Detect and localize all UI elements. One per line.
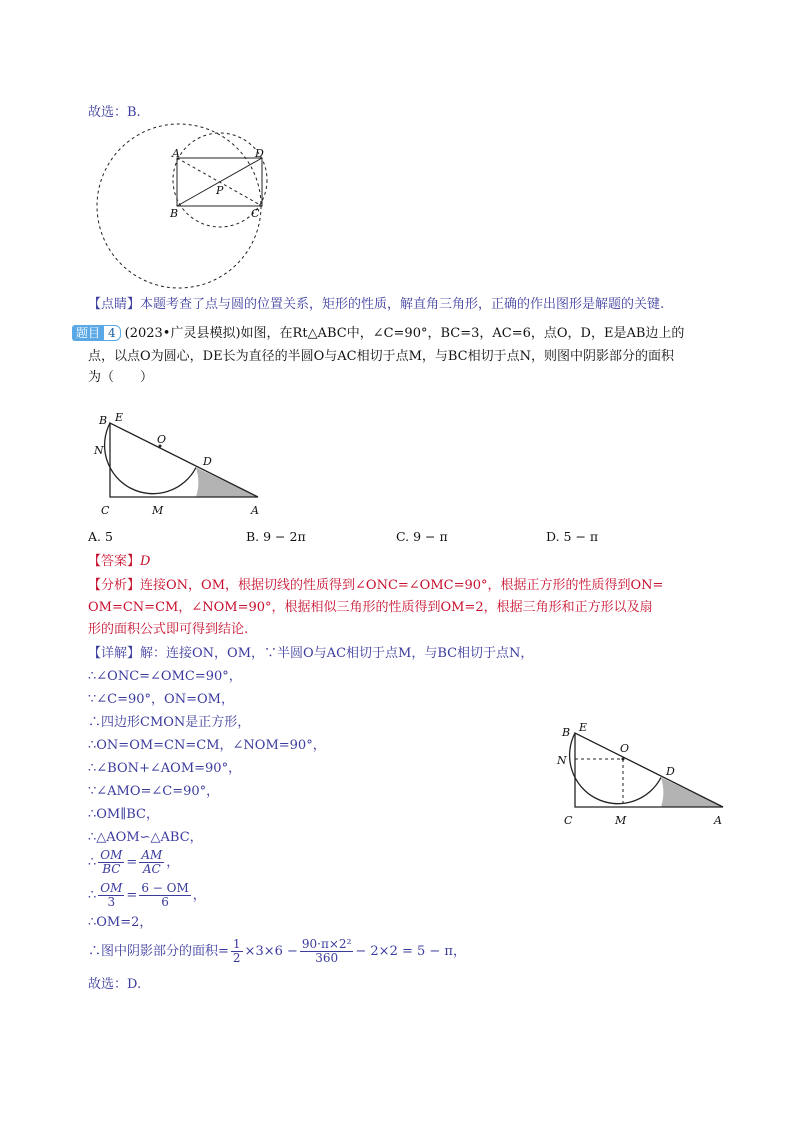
question-number: 4 [104, 325, 121, 341]
fig3-label-c: C [564, 814, 573, 827]
fig3-label-d: D [666, 765, 675, 778]
fig2-label-a: A [251, 504, 259, 517]
fig3-label-a: A [714, 814, 722, 827]
analysis-tag: 【分析】 [88, 578, 141, 593]
analysis-text-1: 连接ON，OM，根据切线的性质得到∠ONC=∠OMC=90°，根据正方形的性质得到ON= [140, 578, 664, 593]
fraction-3-right [300, 938, 353, 965]
detail-line-3: ∵∠C=90°，ON=OM， [88, 692, 234, 707]
fig3-label-b: B [562, 726, 571, 739]
figure-triangle-semicircle [88, 408, 268, 520]
analysis-text-2: OM=CN=CM，∠NOM=90°，根据相似三角形的性质得到OM=2，根据三角形和正方形以及扇 [88, 600, 653, 615]
fig1-label-b: B [170, 207, 179, 220]
question-text-1: (2023•广灵县模拟)如图，在Rt△ABC中，∠C=90°，BC=3，AC=6，点O，D，E是AB边上的 [124, 326, 685, 341]
fraction-3-post: − 2×2 = 5 − π， [355, 944, 466, 959]
answer-line [88, 553, 150, 571]
fig2-label-m: M [152, 504, 164, 517]
fraction-2-post: ， [192, 888, 206, 903]
detail-fraction-2 [88, 881, 206, 911]
option-a[interactable]: A. 5 [88, 529, 113, 544]
fraction-1-right-num: AM [141, 848, 163, 862]
option-d[interactable]: D. 5 − π [546, 529, 599, 544]
question-text-3: 为（ ） [88, 370, 154, 385]
detail-fraction-3 [88, 936, 466, 968]
detail-line-7: ∵∠AMO=∠C=90°， [88, 784, 220, 799]
note-text: 本题考查了点与圆的位置关系，矩形的性质，解直角三角形，正确的作出图形是解题的关键. [140, 297, 665, 312]
detail-line-4: ∴四边形CMON是正方形， [88, 715, 251, 730]
fraction-3-prefix: ∴图中阴影部分的面积= [88, 944, 229, 959]
detail-line-8: ∴OM∥BC， [88, 807, 159, 822]
figure-rectangle-circles [92, 122, 272, 292]
fraction-2-left-den: 3 [107, 895, 116, 909]
fraction-1-right [139, 849, 164, 876]
analysis-line-1 [88, 577, 663, 595]
analysis-text-3: 形的面积公式即可得到结论. [88, 622, 249, 637]
fig2-label-e: E [115, 411, 124, 424]
fig2-label-b: B [99, 414, 108, 427]
option-b[interactable]: B. 9 − 2π [246, 529, 306, 544]
detail-line-11: 故选：D. [88, 977, 142, 992]
fraction-1-eq: = [126, 855, 138, 870]
fraction-3-left [231, 938, 243, 965]
fraction-2-right-num: 6 − OM [141, 881, 189, 895]
fig1-label-p: P [216, 184, 224, 197]
fraction-3-left-den: 2 [232, 951, 241, 965]
fraction-1-post: ， [166, 855, 180, 870]
fraction-2-eq: = [126, 888, 138, 903]
detail-tag: 【详解】 [88, 646, 141, 661]
detail-fraction-1 [88, 848, 179, 878]
fig1-label-a: A [172, 147, 180, 160]
fig1-label-d: D [255, 147, 264, 160]
fraction-1-left-num: OM [100, 848, 123, 862]
fraction-1-left-den: BC [102, 862, 121, 876]
fig3-label-o: O [620, 742, 630, 755]
fraction-1-left [98, 849, 124, 876]
note-line [88, 296, 664, 314]
answer-value: D [140, 554, 151, 569]
detail-text-1: 解：连接ON，OM，∵半圆O与AC相切于点M，与BC相切于点N， [140, 646, 534, 661]
detail-line-6: ∴∠BON+∠AOM=90°， [88, 761, 242, 776]
question-badge: 题目 [72, 325, 104, 341]
answer-tag: 【答案】 [88, 554, 141, 569]
fig2-label-n: N [94, 444, 104, 457]
fraction-3-left-num: 1 [232, 937, 241, 951]
fraction-2-right-den: 6 [161, 895, 169, 909]
question-line-1 [72, 325, 684, 343]
fig2-label-c: C [101, 504, 110, 517]
fraction-3-mid: ×3×6 − [244, 944, 298, 959]
fig3-label-n: N [557, 754, 567, 767]
fraction-3-right-den: 360 [315, 951, 339, 965]
fraction-1-right-den: AC [142, 862, 161, 876]
detail-line-2: ∴∠ONC=∠OMC=90°， [88, 669, 242, 684]
fraction-2-left [98, 882, 124, 909]
detail-line-9: ∴△AOM∽△ABC， [88, 830, 203, 845]
fraction-3-right-num: 90·π×2² [301, 937, 352, 951]
fraction-2-prefix: ∴ [88, 888, 97, 903]
fig3-label-e: E [579, 721, 588, 734]
detail-line-1 [88, 645, 533, 663]
detail-line-5: ∴ON=OM=CN=CM，∠NOM=90°， [88, 738, 326, 753]
answer-line-prev: 故选：B. [88, 105, 141, 120]
question-text-2: 点，以点O为圆心，DE长为直径的半圆O与AC相切于点M，与BC相切于点N，则图中阴影部分的面积 [88, 349, 674, 364]
fig3-label-m: M [615, 814, 627, 827]
option-c[interactable]: C. 9 − π [396, 529, 448, 544]
fig1-label-c: C [251, 207, 260, 220]
fraction-2-right [139, 882, 190, 909]
note-tag: 【点睛】 [88, 297, 141, 312]
fig2-label-d: D [203, 455, 212, 468]
fig2-label-o: O [157, 433, 167, 446]
figure-triangle-square [553, 718, 733, 830]
fraction-1-prefix: ∴ [88, 855, 97, 870]
detail-line-10: ∴OM=2， [88, 915, 153, 930]
fraction-2-left-num: OM [100, 881, 123, 895]
